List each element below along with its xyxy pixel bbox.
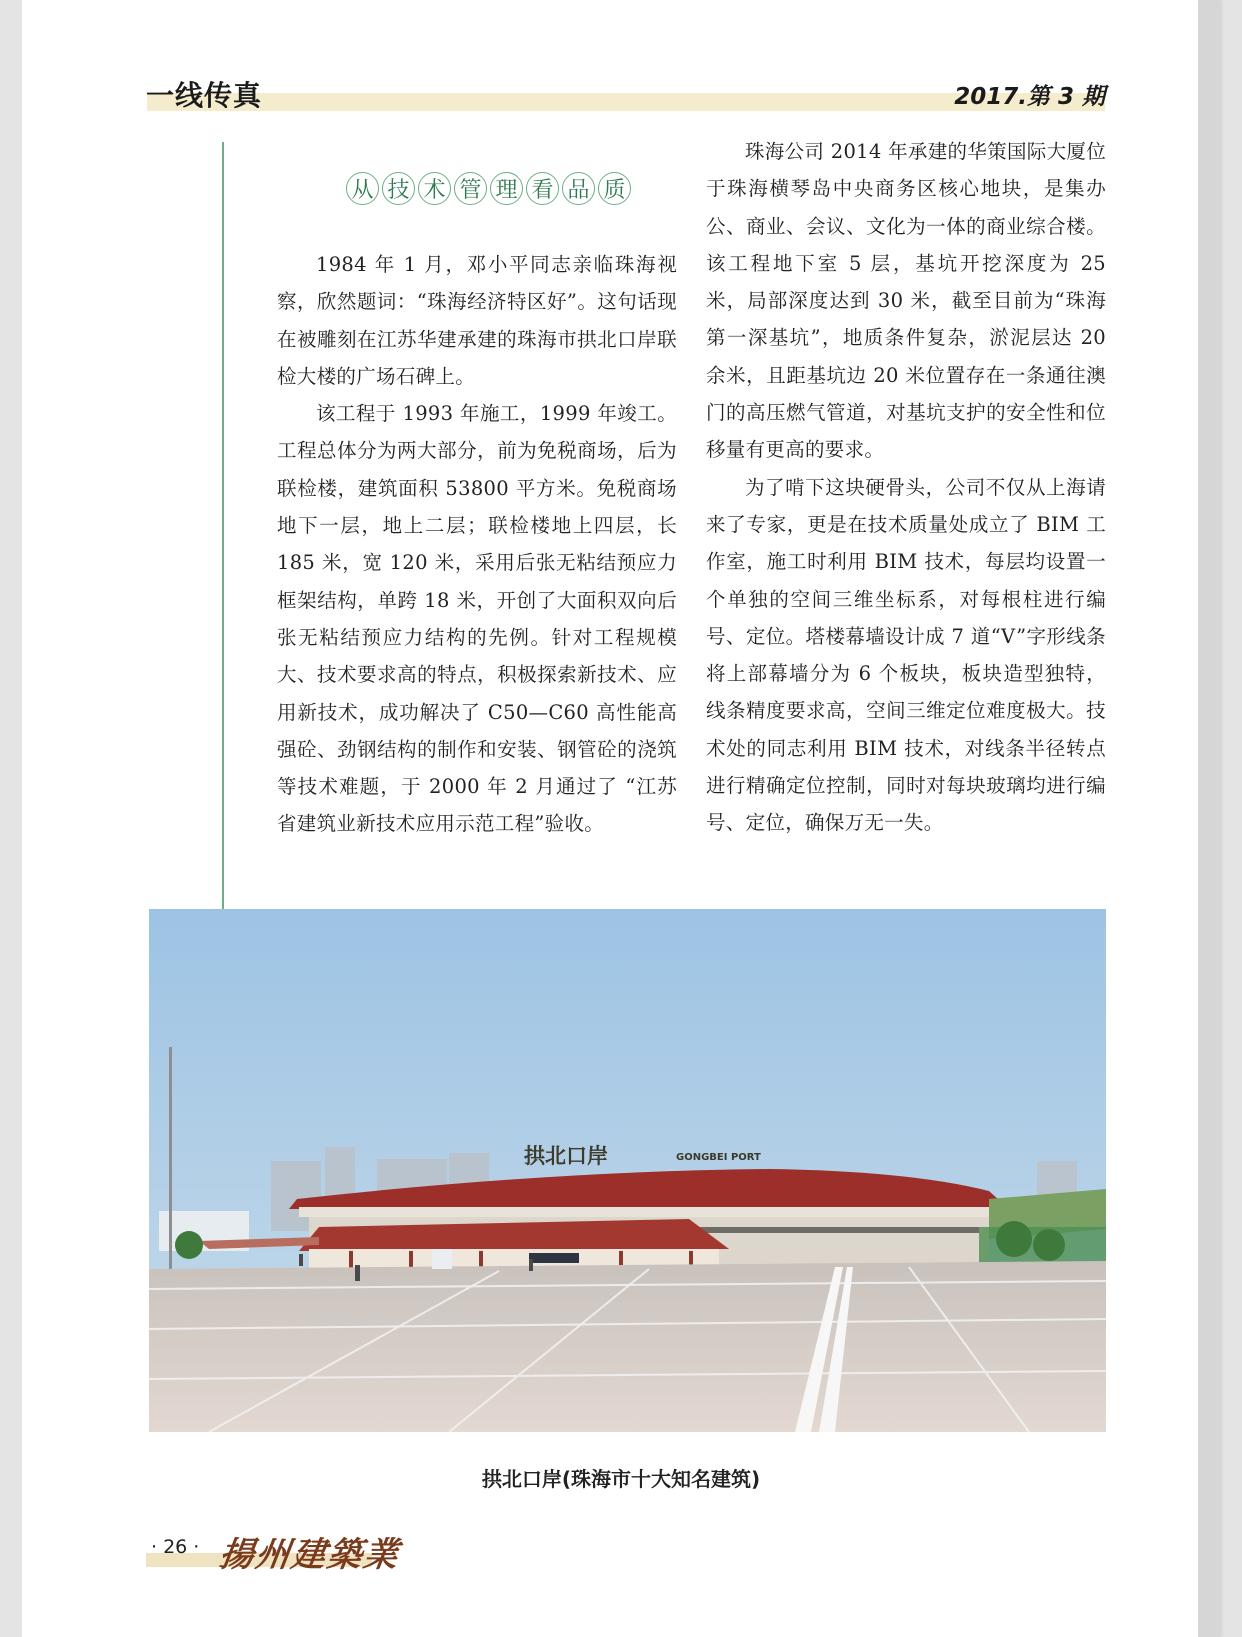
title-char: 管	[454, 172, 487, 205]
paragraph: 为了啃下这块硬骨头，公司不仅从上海请来了专家，更是在技术质量处成立了 BIM 工作室，施工时利用 BIM 技术，每层均设置一个单独的空间三维坐标系，对每根柱进行编号、定位。塔楼幕墙设计成 7 道“V”字形线条将上部幕墙分为 6 个板块，板块造型独特，线条精度要求高，空间三维定位难度极大。技术处的同志利用 BIM 技术，对线条半径转点进行精确定位控制，同时对每块玻璃均进行编号、定位，确保万无一失。	[706, 475, 1106, 835]
roof-sign: 拱北口岸	[524, 1144, 608, 1168]
article-title	[346, 172, 631, 205]
magazine-logo: 揚州建築業	[216, 1535, 403, 1575]
gongbei-port-photo	[149, 909, 1106, 1432]
title-char: 看	[526, 172, 559, 205]
page-edge-shadow	[1198, 0, 1220, 1637]
photo-caption: 拱北口岸(珠海市十大知名建筑)	[481, 1467, 761, 1491]
title-char: 术	[418, 172, 451, 205]
title-char: 品	[562, 172, 595, 205]
title-char: 质	[598, 172, 631, 205]
roof-sign-en: GONGBEI PORT	[676, 1152, 761, 1163]
right-column	[706, 133, 1106, 842]
section-title: 一线传真	[146, 79, 263, 112]
left-column	[277, 246, 677, 843]
paragraph: 珠海公司 2014 年承建的华策国际大厦位于珠海横琴岛中央商务区核心地块，是集办公、商业、会议、文化为一体的商业综合楼。该工程地下室 5 层，基坑开挖深度为 25 米，局部深度达到 30 米，截至目前为“珠海第一深基坑”，地质条件复杂，淤泥层达 20 余米，且距基坑边 20 米位置存在一条通往澳门的高压燃气管道，对基坑支护的安全性和位移量有更高的要求。	[706, 140, 1106, 462]
title-char: 理	[490, 172, 523, 205]
column-rule	[222, 142, 224, 910]
page-number: · 26 ·	[151, 1536, 200, 1558]
title-char: 技	[382, 172, 415, 205]
paragraph: 1984 年 1 月，邓小平同志亲临珠海视察，欣然题词：“珠海经济特区好”。这句话现在被雕刻在江苏华建承建的珠海市拱北口岸联检大楼的广场石碑上。	[277, 253, 677, 388]
issue-number: 2017.第 3 期	[954, 84, 1105, 110]
photo-illustration	[149, 909, 1106, 1432]
title-char: 从	[346, 172, 379, 205]
paragraph: 该工程于 1993 年施工，1999 年竣工。工程总体分为两大部分，前为免税商场，后为联检楼，建筑面积 53800 平方米。免税商场地下一层，地上二层；联检楼地上四层，长 185 米，宽 120 米，采用后张无粘结预应力框架结构，单跨 18 米，开创了大面积双向后张无粘结预应力结构的先例。针对工程规模大、技术要求高的特点，积极探索新技术、应用新技术，成功解决了 C50—C60 高性能高强砼、劲钢结构的制作和安装、钢管砼的浇筑等技术难题，于 2000 年 2 月通过了 “江苏省建筑业新技术应用示范工程”验收。	[277, 402, 677, 836]
